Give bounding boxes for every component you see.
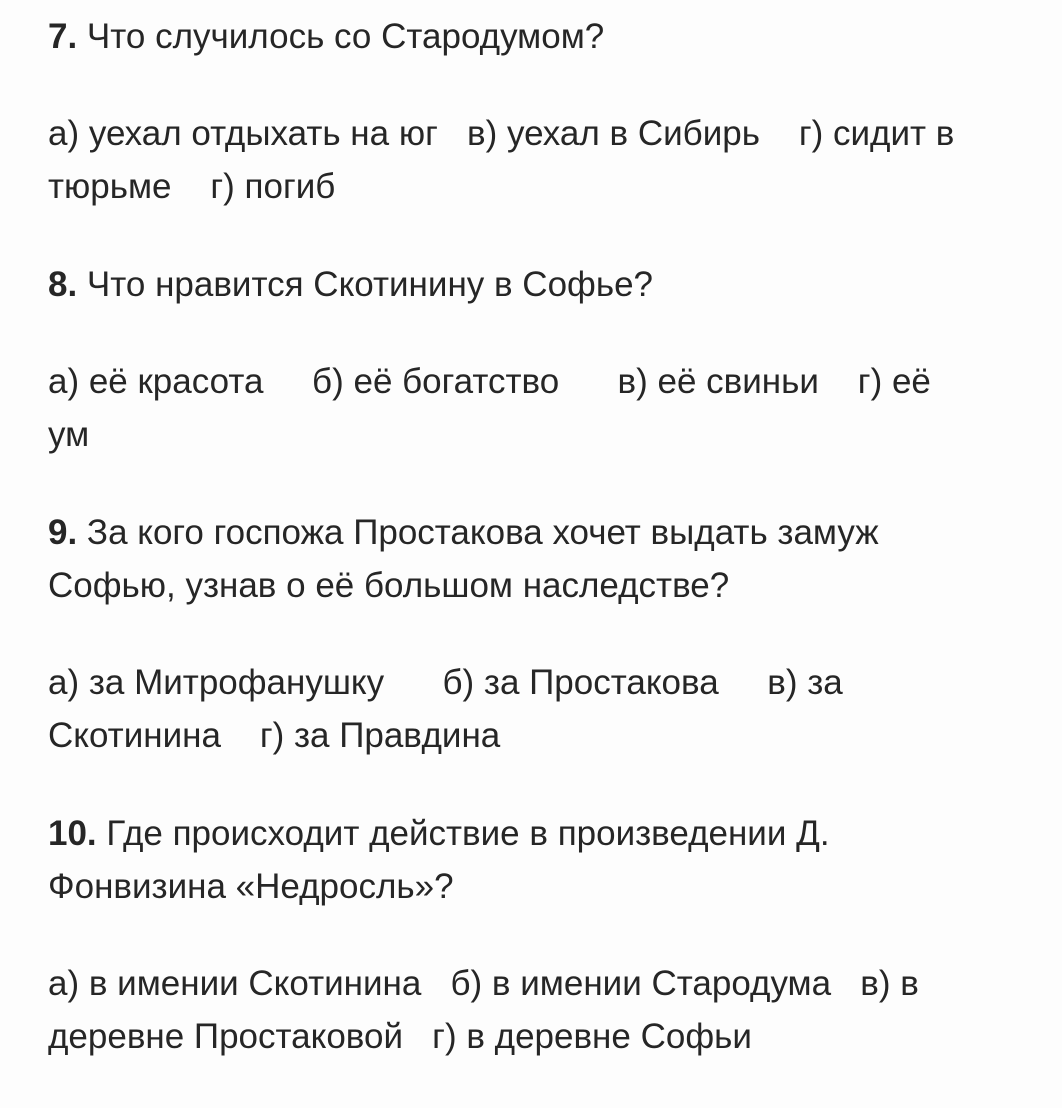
question-10: [48, 807, 1028, 1063]
question-7-text: [48, 10, 1028, 63]
question-9: [48, 506, 1028, 762]
answers-line: а) уехал отдыхать на юг в) уехал в Сибирь г) сидит в: [48, 114, 955, 153]
question-10-text: [48, 807, 1028, 913]
question-number: 10.: [48, 814, 97, 853]
question-text: Что случилось со Стародумом?: [77, 17, 605, 56]
question-text: Что нравится Скотинину в Софье?: [77, 265, 654, 304]
answers-line: Скотинина г) за Правдина: [48, 716, 501, 755]
answers-line: деревне Простаковой г) в деревне Софьи: [48, 1017, 752, 1056]
question-10-answers: [48, 957, 1028, 1063]
question-9-answers: [48, 656, 1028, 762]
question-8-answers: [48, 355, 1028, 461]
question-number: 8.: [48, 265, 78, 304]
question-text-continued: Фонвизина «Недросль»?: [48, 867, 454, 906]
answers-line: а) в имении Скотинина б) в имении Стародума в) в: [48, 964, 919, 1003]
question-number: 7.: [48, 17, 78, 56]
question-7: [48, 10, 1028, 213]
question-text: Где происходит действие в произведении Д.: [96, 814, 830, 853]
question-7-answers: [48, 107, 1028, 213]
answers-line: тюрьме г) погиб: [48, 167, 336, 206]
question-8: [48, 258, 1028, 461]
quiz-document: [48, 10, 1028, 1108]
question-9-text: [48, 506, 1028, 612]
question-8-text: [48, 258, 1028, 311]
question-text: За кого госпожа Простакова хочет выдать замуж: [77, 513, 879, 552]
question-number: 9.: [48, 513, 78, 552]
answers-line: а) за Митрофанушку б) за Простакова в) за: [48, 663, 843, 702]
answers-line: ум: [48, 415, 90, 454]
question-text-continued: Софью, узнав о её большом наследстве?: [48, 566, 730, 605]
answers-line: а) её красота б) её богатство в) её свиньи г) её: [48, 362, 931, 401]
